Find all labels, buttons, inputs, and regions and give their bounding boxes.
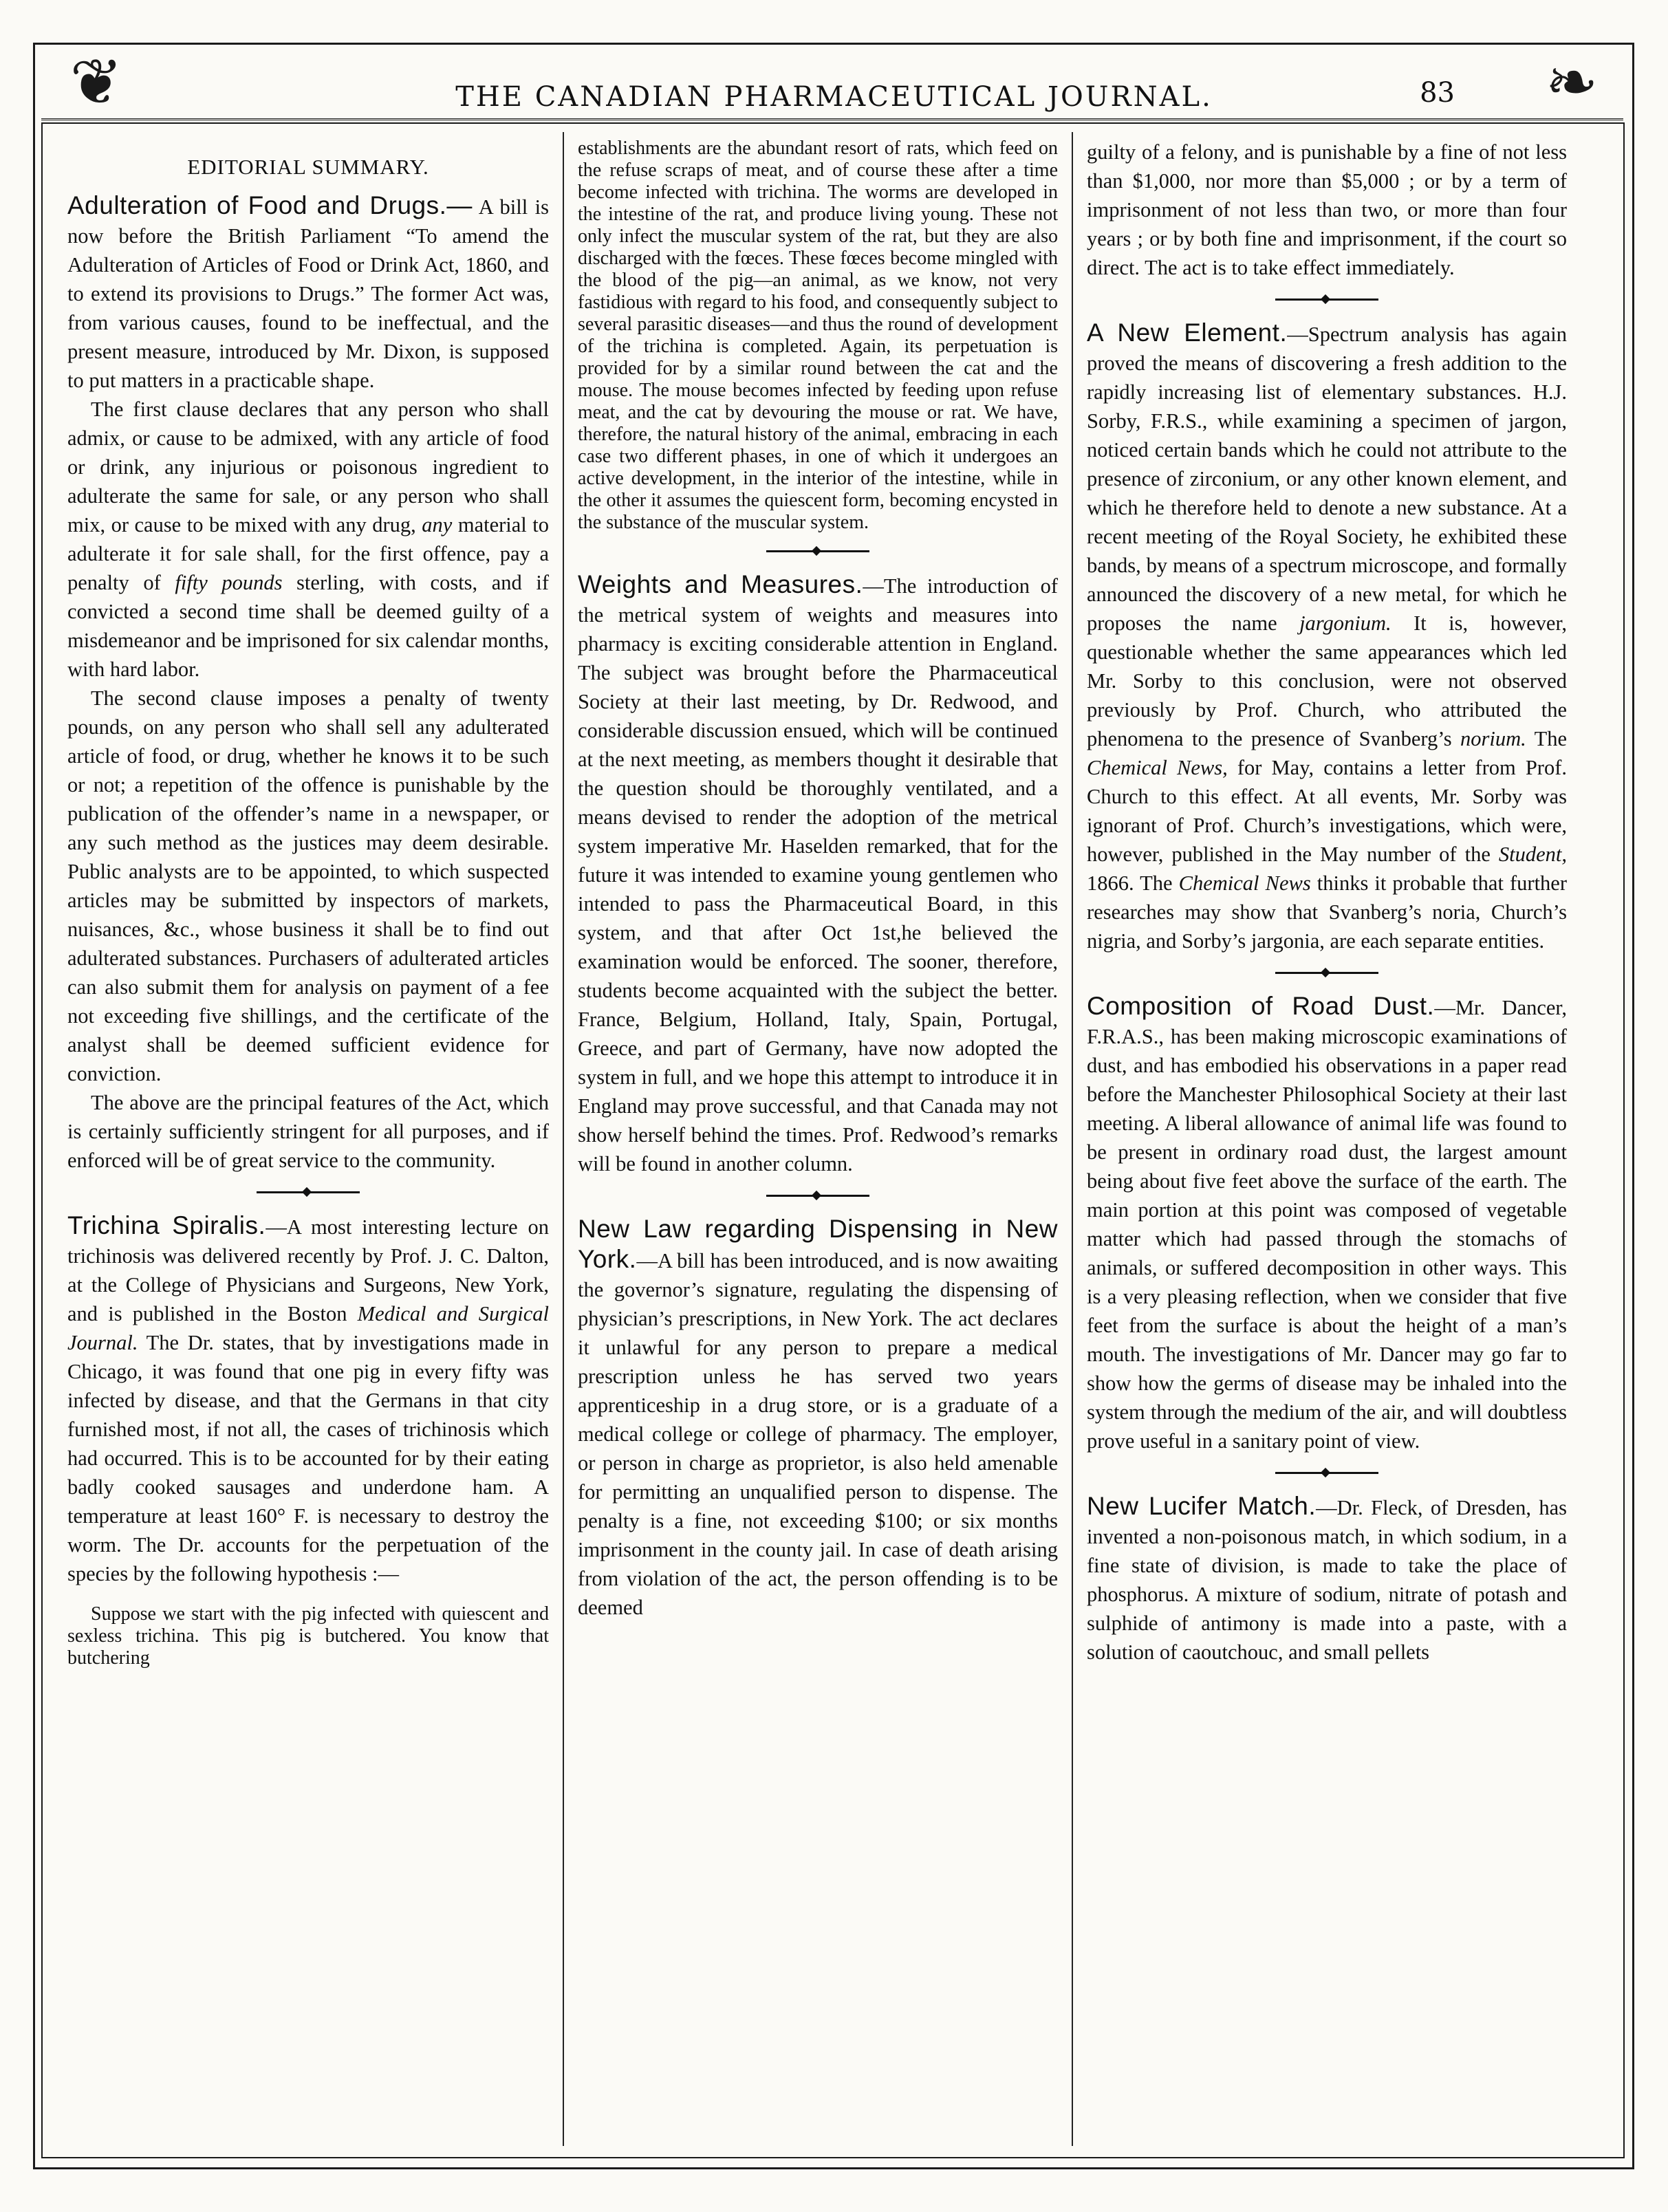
article-adulteration	[67, 191, 549, 1175]
text-columns	[54, 132, 1610, 2146]
article-heading: Composition of Road Dust.	[1087, 992, 1435, 1020]
article-paragraph: The second clause imposes a penalty of twenty pounds, on any person who shall sell any adulterated article of food, or drug, whether he knows it to be such or not; a repetition of the offence is punishable by the publication of the offender’s name in a newspaper, or any such method as the justices may deem desirable. Public analysts are to be appointed, to which suspected articles may be submitted by inspectors of markets, nuisances, &c., whose business it shall be to find out adulterated substances. Purchasers of adulterated articles can also submit them for analysis on payment of a fee not exceeding five shillings, and the certificate of the analyst shall be deemed sufficient evidence for conviction.	[67, 686, 549, 1085]
page-number: 83	[1420, 77, 1455, 109]
article-heading: New Lucifer Match.	[1087, 1492, 1317, 1520]
article-heading: A New Element.	[1087, 318, 1288, 347]
section-divider	[1275, 972, 1378, 974]
column-2	[563, 132, 1072, 2146]
article-new-law-continued	[1087, 138, 1567, 282]
article-heading: Adulteration of Food and Drugs.—	[67, 191, 473, 219]
article-new-law	[578, 1215, 1058, 1622]
article-trichina	[67, 1211, 549, 1669]
article-new-element	[1087, 318, 1567, 955]
article-paragraph: guilty of a felony, and is punishable by a fine of not less than $1,000, nor more than $5,000 ; or by a term of imprisonment of not less than two, or more than four years ; or by both fine and imprisonment, if the court so direct. The act is to take effect immediately.	[1087, 140, 1567, 279]
article-weights-measures	[578, 570, 1058, 1178]
article-paragraph: Trichina Spiralis.—A most interesting lecture on trichinosis was delivered recently by Prof. J. C. Dalton, at the College of Physicians and Surgeons, New York, and is published in the Boston Medical and Surgical Journal. The Dr. states, that by investigations made in Chicago, it was found that one pig in every fifty was infected by disease, and that the Germans in that city furnished most, if not all, the cases of trichinosis which had occurred. This is to be accounted for by their eating badly cooked sausages and underdone ham. A temperature at least 160° F. is necessary to destroy the worm. The Dr. accounts for the perpetuation of the species by the following hypothesis :—	[67, 1211, 549, 1585]
article-road-dust	[1087, 992, 1567, 1455]
article-paragraph: The above are the principal features of the Act, which is certainly sufficiently stringent for all purposes, and if enforced will be of great service to the community.	[67, 1091, 549, 1172]
section-divider	[257, 1191, 360, 1193]
quoted-passage: Suppose we start with the pig infected with quiescent and sexless trichina. This pig is butchered. You know that butchering	[67, 1603, 549, 1669]
article-paragraph: Adulteration of Food and Drugs.— A bill is now before the British Parliament “To amend the Adulteration of Articles of Food or Drink Act, 1860, and to extend its provisions to Drugs.” The former Act was, from various causes, found to be ineffectual, and the present measure, introduced by Mr. Dixon, is supposed to put matters in a practicable shape.	[67, 191, 549, 392]
journal-title: THE CANADIAN PHARMACEUTICAL JOURNAL.	[455, 81, 1213, 113]
article-paragraph: New Law regarding Dispensing in New York.—A bill has been introduced, and is now awaiting the governor’s signature, regulating the dispensing of physician’s prescriptions, in New York. The act declares it unlawful for any person to prepare a medical prescription unless he has served two years apprenticeship in a drug store, or is a graduate of a medical college or college of pharmacy. The employer, or person in charge as proprietor, is also held amenable for permitting an unqualified person to dispense. The penalty is a fine, not exceeding $100; or six months imprisonment in the county jail. In case of death arising from violation of the act, the person offending is to be deemed	[578, 1215, 1058, 1619]
article-paragraph: Composition of Road Dust.—Mr. Dancer, F.R.A.S., has been making microscopic examinations of dust, and has embodied his observations in a paper read before the Manchester Philosophical Society at their last meeting. A liberal allowance of animal life was found to be present in ordinary road dust, the largest amount being about five feet above the surface of the earth. The main portion at this point was composed of vegetable matter which had passed through the stomachs of animals, or suffered decomposition in other ways. This is a very pleasing reflection, when we consider that five feet from the surface is about the height of a man’s mouth. The investigations of Mr. Dancer may go far to show how the germs of disease may be inhaled into the system through the medium of the air, and will doubtless prove useful in a sanitary point of view.	[1087, 992, 1567, 1453]
section-divider	[1275, 1472, 1378, 1474]
article-heading: Trichina Spiralis.	[67, 1211, 266, 1239]
article-paragraph: A New Element.—Spectrum analysis has again proved the means of discovering a fresh addition to the rapidly increasing list of elementary substances. H.J. Sorby, F.R.S., while examining a specimen of jargon, noticed certain bands which he could not attribute to the presence of zirconium, or any other known element, and which he therefore held to denote a new substance. At a recent meeting of the Royal Society, he exhibited these bands, by means of a spectrum microscope, and formally announced the discovery of a new metal, for which he proposes the name jargonium. It is, however, questionable whether the same appearances which led Mr. Sorby to this conclusion, were not observed previously by Prof. Church, who attributed the phenomena to the presence of Svanberg’s norium. The Chemical News, for May, contains a letter from Prof. Church to this effect. At all events, Mr. Sorby was ignorant of Prof. Church’s investigations, which were, however, published in the May number of the Student, 1866. The Chemical News thinks it probable that further researches may show that Svanberg’s noria, Church’s nigria, and Sorby’s jargonia, are each separate entities.	[1087, 318, 1568, 953]
column-3	[1072, 132, 1581, 2146]
column-1	[54, 132, 563, 2146]
section-divider	[1275, 299, 1378, 301]
article-lucifer-match	[1087, 1492, 1567, 1667]
section-divider	[766, 550, 869, 552]
article-paragraph: The first clause declares that any person who shall admix, or cause to be admixed, with any article of food or drink, any injurious or poisonous ingredient to adulterate the same for sale, or any person who shall mix, or cause to be mixed with any drug, any material to adulterate it for sale shall, for the first offence, pay a penalty of fifty pounds sterling, with costs, and if convicted a second time shall be deemed guilty of a misdemeanor and be imprisoned for six calendar months, with hard labor.	[67, 398, 549, 681]
article-trichina-continued	[578, 138, 1058, 534]
article-paragraph: Weights and Measures.—The introduction of the metrical system of weights and measures into pharmacy is exciting considerable attention in England. The subject was brought before the Pharmaceutical Society at their last meeting, by Dr. Redwood, and considerable discussion ensued, which will be continued at the next meeting, as members thought it desirable that the question should be thoroughly ventilated, and a means devised to render the adoption of the metrical system imperative Mr. Haselden remarked, that for the future it was intended to examine young gentlemen who intended to pass the Pharmaceutical Board, in this system, and that after Oct 1st,he believed the examination would be enforced. The sooner, therefore, students become acquainted with the subject the better. France, Belgium, Holland, Italy, Spain, Portugal, Greece, and part of Germany, have now adopted the system in full, and we hope this attempt to introduce it in England may prove successful, and that Canada may not show herself behind the times. Prof. Redwood’s remarks will be found in another column.	[578, 570, 1058, 1175]
header-rule	[41, 118, 1623, 120]
article-heading: Weights and Measures.	[578, 570, 863, 598]
section-title: EDITORIAL SUMMARY.	[187, 155, 429, 179]
article-heading: New Law regarding Dispensing in New York.	[578, 1215, 1058, 1273]
corner-ornament-right-icon: ❧	[1545, 45, 1599, 119]
section-divider	[766, 1195, 869, 1197]
quoted-passage: establishments are the abundant resort of rats, which feed on the refuse scraps of meat, and of course these after a time become infected with trichina. The worms are developed in the intestine of the rat, and produce living young. These not only infect the muscular system of the rat, but they are also discharged with the fœces. These fœces become mingled with the blood of the pig—an animal, as we know, not very fastidious with regard to his food, and consequently subject to several parasitic diseases—and thus the round of development of the trichina is completed. Again, its perpetuation is provided for by a similar round between the cat and the mouse. The mouse becomes infected by feeding upon refuse meat, and the cat by devouring the mouse or rat. We have, therefore, the natural history of the animal, embracing in each case two different phases, in one of which it undergoes an active development, in the interior of the intestine, while in the other it assumes the quiescent form, becoming encysted in the substance of the muscular system.	[578, 138, 1058, 533]
corner-ornament-left-icon: ❦	[69, 45, 123, 119]
article-paragraph: New Lucifer Match.—Dr. Fleck, of Dresden, has invented a non-poisonous match, in which sodium, in a fine state of division, is made to take the place of phosphorus. A mixture of sodium, nitrate of potash and sulphide of antimony is made into a paste, with a solution of caoutchouc, and small pellets	[1087, 1492, 1567, 1664]
